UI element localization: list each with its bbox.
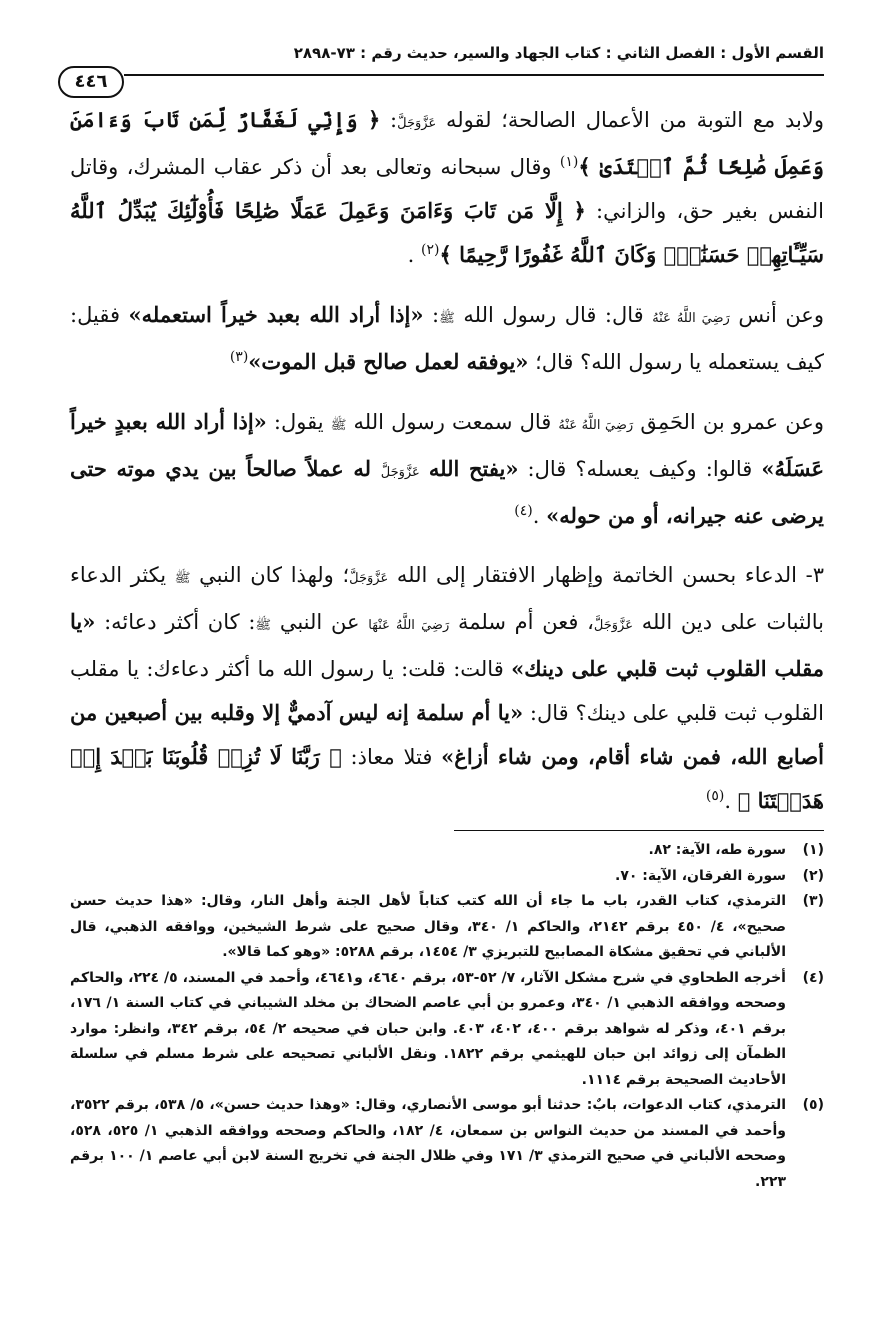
text: عن النبي (279, 610, 369, 634)
quran-verse: ﴿ رَبَّنَا لَا تُزِغۡ قُلُوبَنَا بَعۡدَ إِذۡ هَدَيۡتَنَا ﴾ (70, 744, 824, 813)
paragraph-anas-hadith (70, 293, 824, 384)
text: ولابد مع التوبة من الأعمال الصالحة؛ لقوله (445, 108, 824, 132)
footnote-number: (٢) (802, 867, 824, 884)
quran-verse: ﴿ وَإِنِّي لَغَفَّارٌ لِّمَن تَابَ وَءَامَنَ وَعَمِلَ صَٰلِحًا ثُمَّ ٱهۡتَدَىٰ ﴾ (70, 107, 824, 179)
text: وعن أنس (738, 303, 824, 327)
text: . (724, 789, 738, 813)
page-number-badge: ٤٤٦ (58, 66, 124, 98)
footnote-text: أخرجه الطحاوي في شرح مشكل الآثار، ٧/ ٥٢-٥٣، برقم ٤٦٤٠، و٤٦٤١، وأحمد في المسند، ٥/ ٢٢٤، والحاكم وصححه ووافقه الذهبي ١/ ٣٤٠، وعمرو بن أبي عاصم الضحاك بن مخلد الشيباني في كتاب السنة ١/ ١٧٦، برقم ٤٠١، وذكر له شواهد برقم ٤٠٠، ٤٠٢، ٤٠٣. وابن حبان في صحيحه ٢/ ٥٤، برقم ٣٤٢، وانظر: موارد الظمآن إلى زوائد ابن حبان للهيثمي برقم ١٨٢٢. ونقل الألباني تصحيحه على شرط مسلم في سلسلة الأحاديث الصحيحة برقم ١١١٤. (70, 969, 787, 1088)
honorific: ﷺ (439, 311, 455, 326)
honorific: ﷺ (330, 418, 347, 433)
text: : كان أكثر دعائه: (95, 610, 256, 634)
text: : (423, 303, 440, 327)
text: قال: قال رسول الله (463, 303, 653, 327)
paragraph-repentance (70, 98, 824, 277)
text: يكثر الدعاء بالثبات على دين الله (70, 563, 824, 634)
hadith-text: «إذا أراد الله بعبد خيراً استعمله» (128, 302, 424, 327)
honorific: عَزَّوَجَلَّ (397, 116, 437, 131)
hadith-text: «يفتح الله (428, 456, 519, 481)
text: فقيل: كيف يستعمله يا رسول الله؟ قال؛ (70, 303, 824, 374)
honorific: عَزَّوَجَلَّ (380, 465, 420, 480)
hadith-text: «يا أم سلمة إنه ليس آدميٌّ إلا وقلبه بين أصبعين من أصابع الله، فمن شاء أقام، ومن شاء أزاغ» (70, 700, 824, 769)
footnote-separator (454, 830, 824, 831)
footnote (70, 889, 824, 966)
text: ؛ ولهذا كان النبي (199, 563, 350, 587)
text: قالوا: وكيف يعسله؟ قال: (518, 457, 762, 481)
text: . (407, 243, 421, 267)
footnote (70, 864, 824, 890)
footnote-number: (٣) (802, 893, 824, 909)
running-header: القسم الأول : الفصل الثاني : كتاب الجهاد والسير، حديث رقم : ٧٣-٢٨٩٨ (293, 44, 824, 62)
main-text (70, 98, 824, 839)
footnote-number: (٤) (802, 969, 824, 986)
hadith-text: «إذا أراد الله بعبدٍ خيراً عَسَلَهُ» (70, 409, 824, 481)
text: قالت: قلت: يا رسول الله ما أكثر دعاءك: يا مقلب القلوب ثبت قلبي على دينك؟ قال: (70, 657, 824, 725)
paragraph-supplication (70, 554, 824, 823)
quran-verse: ﴿ إِلَّا مَن تَابَ وَءَامَنَ وَعَمِلَ عَمَلًا صَٰلِحًا فَأُوْلَٰٓئِكَ يُبَدِّلُ ٱللَّهُ سَيِّـَٔاتِهِمۡ حَسَنَٰتٖۗ وَكَانَ ٱللَّهُ غَفُورًا رَّحِيمًا ﴾ (70, 198, 824, 267)
header-rule (124, 74, 824, 76)
hadith-text: له عملاً صالحاً بين يدي موته حتى يرضى عنه جيرانه، أو من حوله» (70, 456, 824, 528)
text: : (380, 108, 398, 132)
text: وعن عمرو بن الحَمِق (640, 410, 824, 434)
text: يقول: (266, 410, 331, 434)
footnote-number: (١) (802, 842, 824, 858)
footnote-text: سورة طه، الآية: ٨٢. (648, 842, 786, 858)
text: . (532, 504, 547, 528)
footnote (70, 838, 824, 864)
honorific: ﷺ (255, 618, 272, 633)
footnote-text: الترمذي، كتاب القدر، باب ما جاء أن الله كتب كتاباً لأهل الجنة وأهل النار، وقال: «هذا حديث حسن صحيح»، ٤/ ٤٥٠ برقم ٢١٤٢، والحاكم ١/ ٣٤٠، وقال صحيح على شرط الشيخين، ووافقه الذهبي، قال الألباني في تحقيق مشكاة المصابيح للتبريزي ٣/ ١٤٥٤، برقم ٥٢٨٨: «وهو كما قالا». (70, 893, 787, 960)
text: قال سمعت رسول الله (353, 410, 559, 434)
footnote-text: سورة الفرقان، الآية: ٧٠. (614, 867, 786, 884)
honorific: عَزَّوَجَلَّ (349, 571, 389, 586)
text: فتلا معاذ: (341, 745, 442, 769)
hadith-text: «يوفقه لعمل صالح قبل الموت» (248, 349, 529, 374)
footnote-ref[interactable]: (٤) (514, 503, 533, 519)
text: وقال سبحانه وتعالى بعد أن ذكر عقاب المشرك، وقاتل النفس بغير حق، والزاني: (70, 155, 824, 223)
footnote-ref[interactable]: (٥) (705, 788, 725, 804)
footnote-ref[interactable]: (٣) (229, 349, 249, 365)
honorific: رَضِيَ اللَّهُ عَنْهُ (558, 418, 634, 433)
paragraph-amr-hadith (70, 400, 824, 538)
footnote-text: الترمذي، كتاب الدعوات، بابٌ: حدثنا أبو موسى الأنصاري، وقال: «وهذا حديث حسن»، ٥/ ٥٣٨، برقم ٣٥٢٢، وأحمد في المسند من حديث النواس بن سمعان، ٤/ ١٨٢، والحاكم وصححه ووافقه الذهبي ١/ ٥٢٥، ٥٢٨، وصححه الألباني في صحيح الترمذي ٣/ ١٧١ وفي ظلال الجنة في تخريج السنة لابن أبي عاصم ١/ ١٠٠ برقم ٢٢٣. (70, 1097, 786, 1190)
hadith-text: «يا مقلب القلوب ثبت قلبي على دينك» (70, 609, 824, 681)
footnote (70, 1093, 824, 1195)
text: ٣- الدعاء بحسن الخاتمة وإظهار الافتقار إلى الله (396, 563, 824, 587)
honorific: رَضِيَ اللَّهُ عَنْهَا (368, 618, 450, 633)
footnote-ref[interactable]: (٢) (420, 242, 440, 258)
text: ، فعن أم سلمة (457, 610, 594, 634)
footnote-number: (٥) (802, 1097, 824, 1113)
honorific: عَزَّوَجَلَّ (593, 618, 633, 633)
honorific: ﷺ (174, 571, 191, 586)
footnote-ref[interactable]: (١) (559, 154, 579, 170)
footnote (70, 966, 824, 1094)
honorific: رَضِيَ اللَّهُ عَنْهُ (652, 311, 730, 326)
footnotes (70, 838, 824, 1195)
